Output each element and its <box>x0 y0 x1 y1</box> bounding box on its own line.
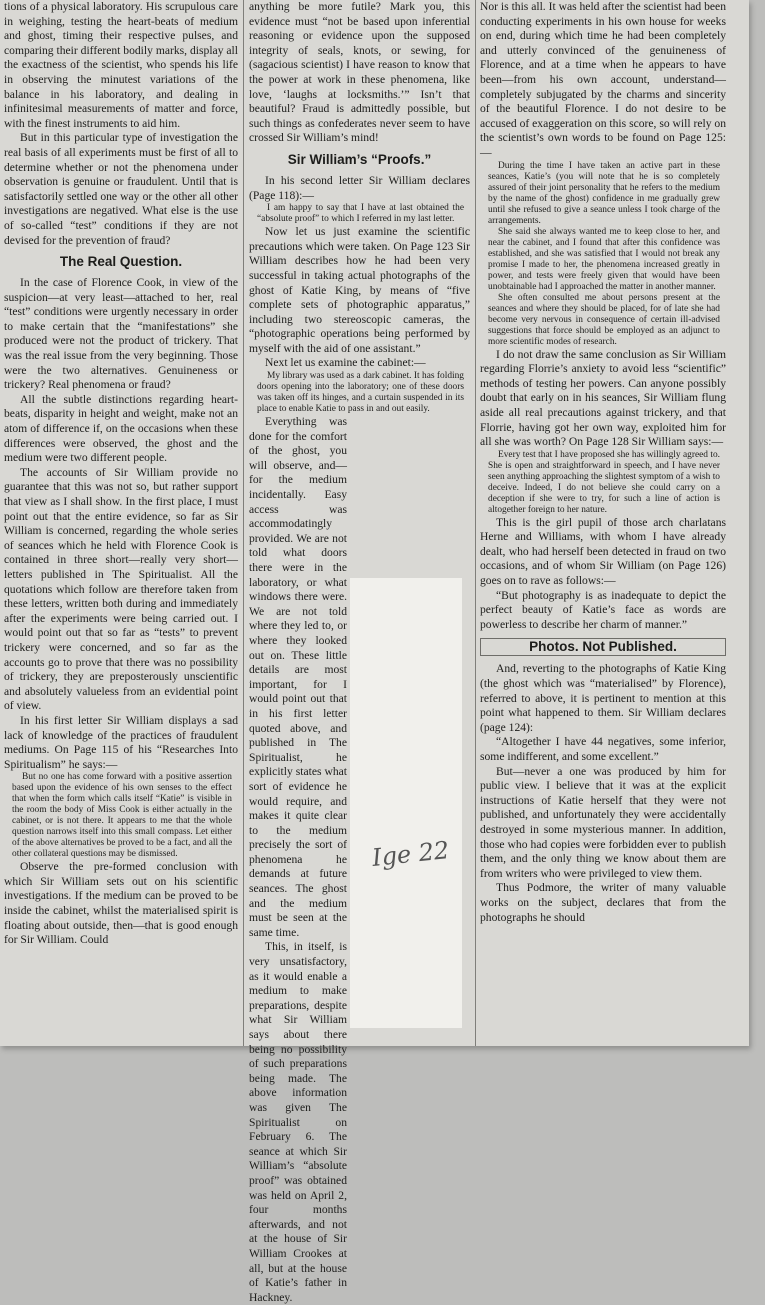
heading-real-question: The Real Question. <box>59 254 183 270</box>
col1-para: In the case of Florence Cook, in view of the suspicion—at very least—attached to her, real “test” conditions were urgently necessary in order to make certain that the “manifestations” she produced were not the product of trickery. That was the real issue from the very beginning. Those were the two alternatives. Genuineness or trickery? Real phenomena or fraud? <box>4 276 238 392</box>
col2-quote: I am happy to say that I have at last obtained the “absolute proof” to which I referred in my last letter. <box>257 203 464 225</box>
col2-para: Next let us examine the cabinet:— <box>265 356 426 370</box>
col3-para: “But photography is as inadequate to depict the perfect beauty of Katie’s face as words are powerless to describe her charm of manner.” <box>480 588 726 631</box>
col2-para: anything be more futile? Mark you, this evidence must “not be based upon inferential reasoning or evidence upon the supposed integrity of seals, knots, or sewing, for (sagacious scientist) I have reason to know that the power at work in these phenomena, like love, ‘laughs at locksmiths.’” Isn’t that beautiful? Fraud is admittedly possible, but such things as confederates never seem to have crossed Sir William’s mind! <box>249 0 470 145</box>
col2-para: In his second letter Sir William declares (Page 118):— <box>249 173 470 202</box>
handwritten-note: Ige 22 <box>370 836 451 872</box>
col2-quote: My library was used as a dark cabinet. It has folding doors opening into the laboratory; one of these doors was taken off its hinges, and a curtain suspended in its place to enable Katie to pass in and out easily. <box>257 371 464 415</box>
column-rule-2 <box>475 0 476 1046</box>
col3-quote: She said she always wanted me to keep close to her, and near the cabinet, and I found that after this confidence was established, and she was satisfied that I would not break any promise I made to her, the phenomena increased greatly in power, and tests were freely given that would have been unobtainable had I approached the matter in another manner. <box>488 226 720 292</box>
column-1 <box>4 0 238 1046</box>
col2-para: Now let us just examine the scientific precautions which were taken. On Page 123 Sir William describes how he had been very successful in taking actual photographs of the ghost of Katie King, by means of “five complete sets of photographic apparatus,” including two stereoscopic cameras, the “photographic operations being performed by myself with the aid of one assistant.” <box>249 225 470 355</box>
col2-para: This, in itself, is very unsatisfactory, as it would enable a medium to make preparations, despite what Sir William says about there being no possibility of such preparations being made. The above information was given The Spiritualist on February 6. The seance at which Sir William’s “absolute proof” was obtained was held on April 2, four months afterwards, and not at the house of Sir William Crookes at all, but at the house of Katie’s father in Hackney. <box>249 940 347 1304</box>
col3-quote: During the time I have taken an active part in these seances, Katie’s (you will note that he is so completely assured of their joint personality that he refers to the medium by the name of the ghost) confidence in me gradually grew until she refused to give a seance unless I took charge of the arrangements. <box>488 160 720 226</box>
col3-para: And, reverting to the photographs of Katie King (the ghost which was “materialised” by Florence), referred to above, it is pertinent to mention at this point what happened to them. Sir William declares (page 124): <box>480 662 726 734</box>
heading-photos: Photos. Not Published. <box>480 638 726 656</box>
col1-para: Observe the pre-formed conclusion with which Sir William sets out on his scientific investigations. If the medium can be proved to be inside the cabinet, whilst the materialised spirit is floating about outside, then—that is good enough for Sir William. Could <box>4 860 238 947</box>
col3-para: Nor is this all. It was held after the scientist had been conducting experiments in his own house for weeks on end, during which time he had been completely and utterly convinced of the genuineness of Florence, and at a time when he appears to have been—from his own account, understand—completely subjugated by the charms and sincerity of the beautiful Florence. I do not desire to be accused of exaggeration on this score, so will rely on the scientist’s own words to be found on Page 125:— <box>480 0 726 159</box>
col3-para: This is the girl pupil of those arch charlatans Herne and Williams, with whom I have already dealt, who had herself been detected in fraud on two occasions, and of whom Sir William (on Page 126) goes on to rave as follows:— <box>480 515 726 588</box>
col2-para: Everything was done for the comfort of the ghost, you will observe, and—for the medium incidentally. Easy access was accommodatingly provided. We are not told what doors there were in the laboratory, or what windows there were. We are not told where they led to, or where they looked out on. These little details are most important, for I would point out that in his first letter quoted above, and published in The Spiritualist, he explicitly states what sort of evidence he would require, and makes it quite clear to the medium precisely the sort of phenomena he demands at future seances. The ghost and the medium must be seen at the same time. <box>249 415 347 939</box>
heading-proofs: Sir William’s “Proofs.” <box>287 151 432 167</box>
col3-para: Thus Podmore, the writer of many valuable works on the subject, declares that from the photographs he should <box>480 881 726 924</box>
col1-para: All the subtle distinctions regarding heart-beats, disparity in height and weight, make not an atom of difference if, on the occasions when these differences were observed, the ghost and the medium were two different people. <box>4 392 238 465</box>
col2-upper <box>249 0 470 415</box>
col3-quote: She often consulted me about persons present at the seances and where they should be placed, for of late she had become very nervous in consequence of certain ill-advised suggestions that force should be employed as an adjunct to more scientific modes of research. <box>488 292 720 347</box>
col2-lower <box>249 415 347 1305</box>
col3-para: I do not draw the same conclusion as Sir William regarding Florrie’s anxiety to avoid less “scientific” methods of testing her powers. Can anyone possibly doubt that early on in his seances, Sir William flung aside all real precautions against trickery, and that Florrie, having got her own way, exploited him for all she was worth? On Page 128 Sir William says:— <box>480 347 726 449</box>
col1-para: The accounts of Sir William provide no guarantee that this was not so, but rather support that view as I shall show. In the first place, I must point out that the entire evidence, so far as Sir William is concerned, regarding the whole series of seances which he held with Florence Cook is contained in three short—really very short—letters published in The Spiritualist. All the quotations which follow are therefore taken from these letters, written both during and immediately after the experiments were being carried out. I would point out that so far as “tests” to prevent trickery were concerned, and so far as the accounts go to prove that there was no possibility of trickery, they are preposterously unscientific and absolutely valueless from an evidential point of view. <box>4 465 238 713</box>
col1-para: tions of a physical laboratory. His scrupulous care in weighing, testing the heart-beats of medium and ghost, timing their respective pulses, and comparing their different bodily marks, display all the exactness of the scientist, who spends his life in observing the minutest variations of the balance in his laboratory, and dealing in infinitesimal measurements of matter and force, with the finest instruments to aid him. <box>4 0 238 130</box>
col3-para: “Altogether I have 44 negatives, some inferior, some indifferent, and some excellent.” <box>480 735 726 763</box>
column-rule-1 <box>243 0 244 1046</box>
blank-photo-area <box>350 578 462 1028</box>
col1-para: But in this particular type of investigation the real basis of all experiments must be first of all to determine whether or not the phenomena under observation is genuine or fraudulent. Until that is satisfactorily settled one way or the other all other investigations are negatived. What else is the use of so-called “test” conditions if they are not devised for the prevention of fraud? <box>4 131 238 247</box>
column-3 <box>480 0 726 1046</box>
col1-quote: But no one has come forward with a positive assertion based upon the evidence of his own senses to the effect that when the form which calls itself “Katie” is visible in the room the body of Miss Cook is either actually in the cabinet, or is not there. It appears to me that the whole question narrows itself into this small compass. Let either of the above alternatives be proved to be a fact, and all the other collateral questions may be dismissed. <box>12 772 232 860</box>
col1-para: In his first letter Sir William displays a sad lack of knowledge of the practices of fraudulent mediums. On Page 115 of his “Researches Into Spiritualism” he says:— <box>4 713 238 771</box>
col3-para: But—never a one was produced by him for public view. I believe that it was at the explicit instructions of Katie herself that they were not published, and unfortunately they were accidentally destroyed in some mysterious manner. In addition, those who had copies were forbidden ever to publish them, and the only thing we know about them are from writers who were privileged to view them. <box>480 764 726 880</box>
col3-quote: Every test that I have proposed she has willingly agreed to. She is open and straightforward in speech, and I have never seen anything approaching the slightest symptom of a wish to deceive. Indeed, I do not believe she could carry on a deception if she were to try, for such a line of action is altogether foreign to her nature. <box>488 449 720 515</box>
